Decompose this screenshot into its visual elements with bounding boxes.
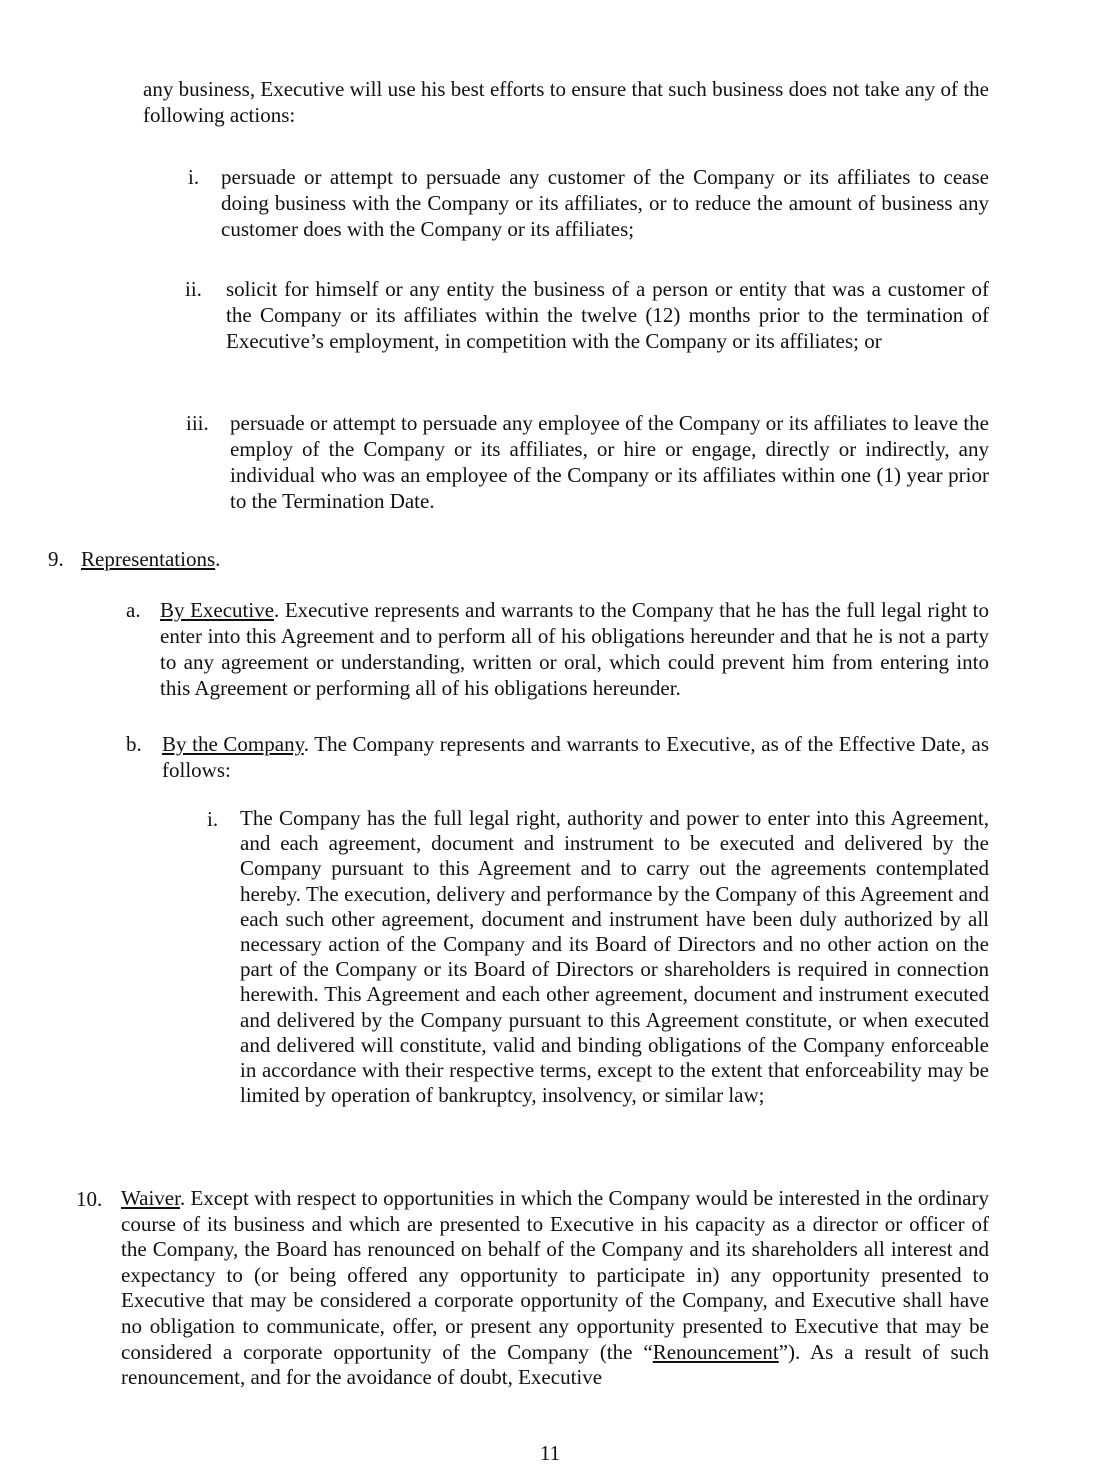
section-9-number: 9. xyxy=(48,547,64,571)
section-9-title: Representations xyxy=(81,547,216,571)
item-b-text: . The Company represents and warrants to Executive, as of the Effective Date, as follows: xyxy=(162,732,989,782)
list-item-solicit-business: solicit for himself or any entity the business of a person or entity that was a customer of the Company or its affiliates within the twelve (12) months prior to the termination of Executive’s employment, in competition with the Company or its affiliates; or xyxy=(226,277,989,353)
list-marker-ii: ii. xyxy=(185,277,202,301)
list-item-persuade-customers: persuade or attempt to persuade any customer of the Company or its affiliates to cease doing business with the Company or its affiliates, or to reduce the amount of business any customer does with the Company or its affiliates; xyxy=(221,165,989,241)
section-9-heading xyxy=(48,546,220,572)
item-a-heading: By Executive xyxy=(160,598,275,622)
section-10-heading: Waiver xyxy=(121,1186,180,1210)
list-marker-i: i. xyxy=(188,165,200,189)
page-number: 11 xyxy=(539,1441,561,1465)
item-b-sub-i-company-authority: The Company has the full legal right, authority and power to enter into this Agreement, and each agreement, document and instrument to be executed and delivered by the Company pursuant to this Agreement and to carry out the agreements contemplated hereby. The execution, delivery and performance by the Company of this Agreement and each such other agreement, document and instrument have been duly authorized by all necessary action of the Company and its Board of Directors and no other action on the part of the Company or its Board of Directors or shareholders is required in connection herewith. This Agreement and each other agreement, document and instrument executed and delivered by the Company pursuant to this Agreement constitute, or when executed and delivered will constitute, valid and binding obligations of the Company enforceable in accordance with their respective terms, except to the extent that enforceability may be limited by operation of bankruptcy, insolvency, or similar law; xyxy=(240,806,989,1108)
section-10-text-2: ”). As a result of such renouncement, and for the avoidance of doubt, Executive xyxy=(121,1339,989,1390)
item-b-marker: b. xyxy=(126,732,142,756)
intro-paragraph: any business, Executive will use his best efforts to ensure that such business does not take any of the following actions: xyxy=(143,77,989,127)
section-9-title-period: . xyxy=(215,547,221,571)
item-b-sub-i-marker: i. xyxy=(207,807,219,831)
item-a-by-executive xyxy=(160,597,989,701)
list-marker-iii: iii. xyxy=(186,411,209,435)
item-a-marker: a. xyxy=(126,598,141,622)
item-b-heading: By the Company xyxy=(162,732,304,756)
section-10-number: 10. xyxy=(76,1187,103,1211)
list-item-persuade-employees: persuade or attempt to persuade any employee of the Company or its affiliates to leave the employ of the Company or its affiliates, or hire or engage, directly or indirectly, any individual who was an employee of the Company or its affiliates within one (1) year prior to the Termination Date. xyxy=(230,411,989,513)
section-10-waiver xyxy=(121,1186,989,1391)
item-b-by-company xyxy=(162,731,989,783)
item-a-text: . Executive represents and warrants to the Company that he has the full legal right to enter into this Agreement and to perform all of his obligations hereunder and that he is not a party to any agreement or understanding, written or oral, which could prevent him from entering into this Agreement or performing all of his obligations hereunder. xyxy=(160,598,989,700)
section-10-defined-term: Renouncement xyxy=(652,1339,779,1364)
section-10-text-1: . Except with respect to opportunities in which the Company would be interested in the ordinary course of its business and which are presented to Executive in his capacity as a director or officer of the Company, the Board has renounced on behalf of the Company and its shareholders all interest and expectancy to (or being offered any opportunity to participate in) any opportunity presented to Executive that may be considered a corporate opportunity of the Company, and Executive shall have no obligation to communicate, offer, or present any opportunity presented to Executive that may be considered a corporate opportunity of the Company (the “ xyxy=(121,1186,989,1364)
